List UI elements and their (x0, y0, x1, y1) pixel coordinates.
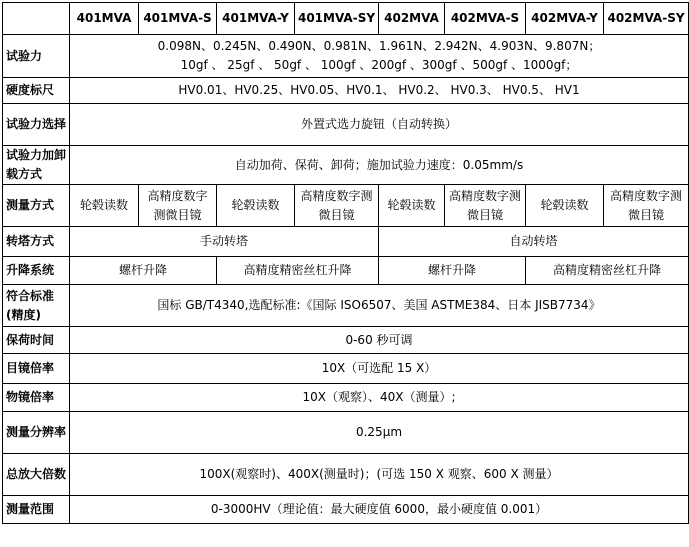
row-dwell-time (3, 327, 689, 354)
row-label: 转塔方式 (3, 227, 70, 257)
model-402mva-y: 402MVA-Y (526, 3, 604, 35)
measuring-cell: 轮毂读数 (379, 185, 445, 227)
row-standard (3, 285, 689, 327)
measuring-cell: 轮毂读数 (217, 185, 295, 227)
measuring-cell: 轮毂读数 (70, 185, 139, 227)
model-401mva-sy: 401MVA-SY (295, 3, 379, 35)
row-turret (3, 227, 689, 257)
standard-value: 国标 GB/T4340,选配标准:《国际 ISO6507、美国 ASTME384、日本 JISB7734》 (70, 285, 689, 327)
turret-manual: 手动转塔 (70, 227, 379, 257)
row-test-force (3, 35, 689, 78)
measuring-cell: 高精度数字测微目镜 (445, 185, 526, 227)
dwell-time-value: 0-60 秒可调 (70, 327, 689, 354)
model-401mva-s: 401MVA-S (139, 3, 217, 35)
row-objective (3, 384, 689, 412)
resolution-value: 0.25μm (70, 412, 689, 454)
lifting-cell: 螺杆升降 (379, 257, 526, 285)
row-label: 硬度标尺 (3, 78, 70, 104)
measuring-cell: 轮毂读数 (526, 185, 604, 227)
row-label: 试验力选择 (3, 104, 70, 146)
row-magnification (3, 454, 689, 496)
objective-value: 10X（观察）、40X（测量）; (70, 384, 689, 412)
row-measuring-method (3, 185, 689, 227)
row-lifting (3, 257, 689, 285)
row-label: 符合标准(精度) (3, 285, 70, 327)
row-hardness-scale (3, 78, 689, 104)
test-force-gf: 10gf 、 25gf 、 50gf 、 100gf 、200gf 、300gf 、500gf 、1000gf； (180, 58, 578, 72)
row-range (3, 496, 689, 524)
row-label: 测量分辨率 (3, 412, 70, 454)
row-force-selection (3, 104, 689, 146)
row-label: 升降系统 (3, 257, 70, 285)
lifting-cell: 螺杆升降 (70, 257, 217, 285)
hardness-scale-value: HV0.01、HV0.25、HV0.05、HV0.1、 HV0.2、 HV0.3、 HV0.5、 HV1 (70, 78, 689, 104)
turret-auto: 自动转塔 (379, 227, 689, 257)
lifting-cell: 高精度精密丝杠升降 (526, 257, 689, 285)
lifting-cell: 高精度精密丝杠升降 (217, 257, 379, 285)
row-loading-method (3, 146, 689, 185)
header-corner (3, 3, 70, 35)
measuring-cell: 高精度数字测微目镜 (295, 185, 379, 227)
row-label: 试验力 (3, 35, 70, 78)
row-label: 测量方式 (3, 185, 70, 227)
range-value: 0-3000HV（理论值：最大硬度值 6000，最小硬度值 0.001） (70, 496, 689, 524)
row-label: 试验力加卸载方式 (3, 146, 70, 185)
model-402mva-sy: 402MVA-SY (604, 3, 689, 35)
test-force-value (70, 35, 689, 78)
row-label: 保荷时间 (3, 327, 70, 354)
model-402mva-s: 402MVA-S (445, 3, 526, 35)
eyepiece-value: 10X（可选配 15 X） (70, 354, 689, 384)
row-label: 物镜倍率 (3, 384, 70, 412)
row-resolution (3, 412, 689, 454)
force-selection-value: 外置式选力旋钮（自动转换） (70, 104, 689, 146)
header-row (3, 3, 689, 35)
row-label: 目镜倍率 (3, 354, 70, 384)
model-401mva: 401MVA (70, 3, 139, 35)
row-eyepiece (3, 354, 689, 384)
measuring-cell: 高精度数字测微目镜 (604, 185, 689, 227)
spec-table (2, 2, 689, 524)
row-label: 总放大倍数 (3, 454, 70, 496)
magnification-value: 100X(观察时)、400X(测量时)；(可选 150 X 观察、600 X 测量） (70, 454, 689, 496)
loading-method-value: 自动加荷、保荷、卸荷；施加试验力速度：0.05mm/s (70, 146, 689, 185)
test-force-newton: 0.098N、0.245N、0.490N、0.981N、1.961N、2.942N、4.903N、9.807N； (157, 39, 601, 53)
measuring-cell: 高精度数字测微目镜 (139, 185, 217, 227)
model-401mva-y: 401MVA-Y (217, 3, 295, 35)
model-402mva: 402MVA (379, 3, 445, 35)
row-label: 测量范围 (3, 496, 70, 524)
